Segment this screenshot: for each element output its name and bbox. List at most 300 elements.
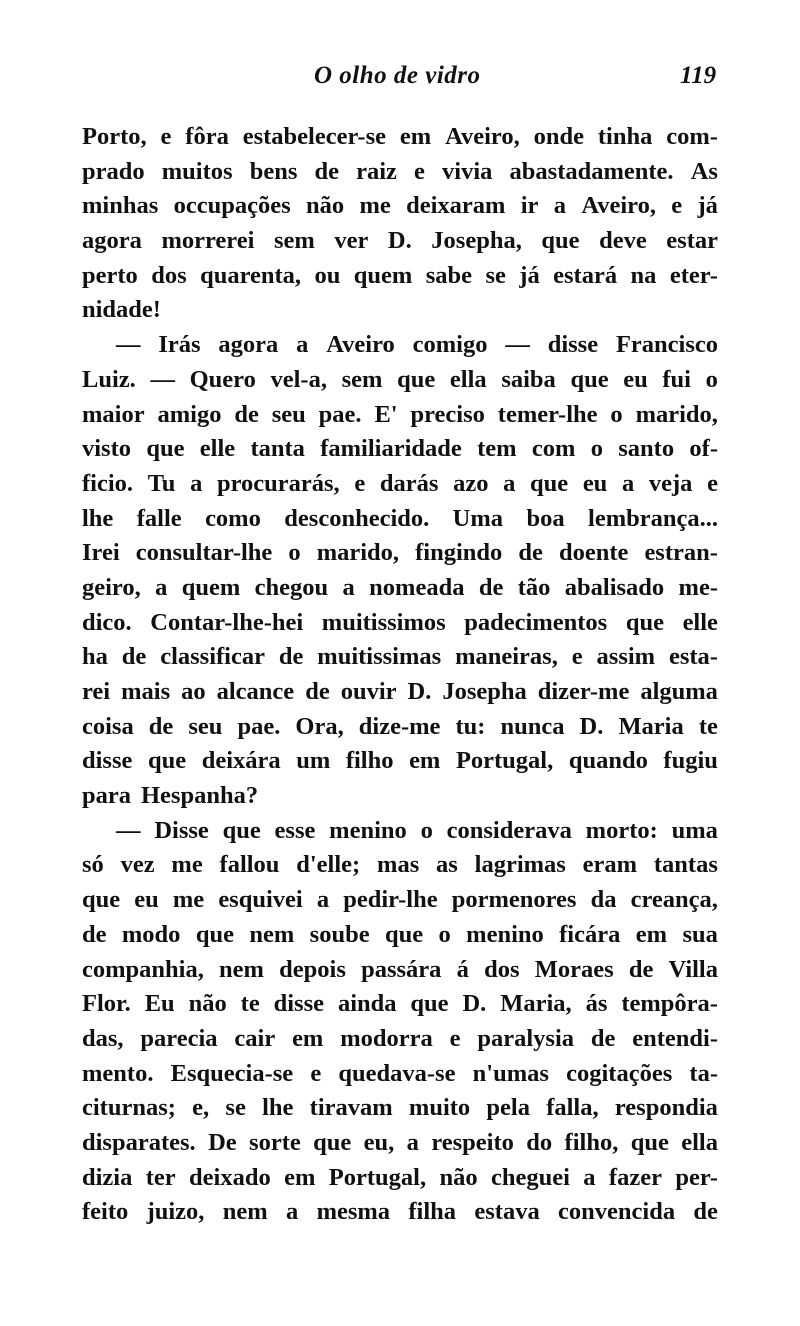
text-line (82, 1057, 718, 1092)
word: e (354, 469, 366, 497)
word: Francisco (615, 331, 718, 359)
word: tanta (250, 435, 305, 463)
word: tempôra- (621, 990, 718, 1018)
text-line (82, 814, 718, 849)
word: o (438, 920, 451, 948)
word: falle (136, 504, 182, 532)
text-line (82, 189, 718, 224)
word: ainda (337, 990, 397, 1018)
word: Luiz. (82, 365, 136, 393)
word: muitissimos (321, 608, 446, 636)
text-line (82, 398, 718, 433)
word: ir (520, 192, 539, 220)
word: amigo (157, 400, 222, 428)
word: D. (462, 990, 487, 1018)
word: nomeada (369, 573, 465, 601)
word: e (310, 1059, 322, 1087)
word: lembrança... (588, 504, 718, 532)
word: que (625, 608, 664, 636)
word: que (541, 227, 580, 255)
word: quando (568, 747, 648, 775)
word: maneiras, (455, 643, 558, 671)
word: creança, (630, 886, 718, 914)
word: não (305, 192, 345, 220)
word: abalisado (564, 573, 665, 601)
word: me- (678, 573, 718, 601)
word: ouvir (340, 678, 397, 705)
word: entendi- (632, 1024, 718, 1052)
word: modorra (340, 1024, 433, 1052)
word: em (409, 747, 441, 775)
word: esquivei (218, 886, 303, 914)
word: — (150, 365, 175, 393)
word: elle (199, 435, 236, 463)
word: mais (121, 678, 171, 705)
word: dizer-me (537, 678, 630, 705)
word: em (292, 1024, 324, 1052)
word: ella (681, 1128, 718, 1156)
word: filha (408, 1198, 457, 1226)
word: agora (218, 331, 279, 359)
word: quedava-se (338, 1059, 456, 1087)
word: fugiu (663, 747, 718, 775)
word: occupações (173, 192, 291, 220)
word: dos (484, 955, 520, 983)
word: Josepha (442, 678, 527, 705)
word: filho (345, 747, 394, 775)
word: que (410, 990, 449, 1018)
word: eram (582, 851, 638, 879)
word: — (116, 816, 141, 844)
word: tinha (597, 123, 653, 150)
word: quarenta, (200, 261, 302, 289)
word: a (296, 331, 309, 359)
word: lhe (82, 504, 114, 532)
word: D. (407, 678, 432, 705)
text-line (82, 883, 718, 918)
word: cogitações (566, 1059, 673, 1087)
text-line (82, 918, 718, 953)
text-line (82, 571, 718, 606)
word: bens (249, 157, 298, 185)
word: que (530, 469, 569, 497)
word: temer-lhe (497, 400, 598, 428)
word: a (406, 1128, 419, 1156)
word: não (439, 1163, 478, 1191)
word: pae. (237, 712, 281, 740)
word: tantas (653, 851, 718, 879)
word: estabelecer-se (242, 123, 386, 150)
word: feito (82, 1198, 129, 1226)
word: Aveiro (326, 331, 395, 359)
word: Tu (147, 469, 176, 497)
word: das, (82, 1024, 124, 1052)
word: falla, (546, 1094, 599, 1122)
word: na (630, 261, 657, 289)
word: eu (134, 886, 159, 914)
word: em (399, 123, 432, 150)
text-line (82, 640, 718, 675)
word: um (296, 747, 331, 775)
word: considerava (446, 816, 572, 844)
word: esta- (668, 643, 718, 671)
word: ter (145, 1163, 176, 1191)
word: desconhecido. (284, 504, 430, 532)
word: comigo (412, 331, 488, 359)
word: pela (486, 1094, 530, 1122)
word: n'umas (472, 1059, 549, 1087)
word: Uma (452, 504, 504, 532)
word: seu (188, 712, 223, 740)
word: a (342, 573, 355, 601)
word: que (630, 1128, 669, 1156)
word: a (190, 469, 203, 497)
text-line (82, 1195, 718, 1230)
word: ou (314, 261, 341, 289)
word: convencida (558, 1198, 676, 1226)
word: tiravam (309, 1094, 393, 1122)
word: de (278, 643, 304, 671)
word: a (553, 192, 566, 220)
word: de (82, 920, 107, 948)
word: geiro, (82, 573, 141, 601)
word: da (590, 886, 617, 914)
word: fôra (185, 123, 229, 150)
word: passára (361, 955, 442, 983)
word: e (449, 1024, 461, 1052)
word: De (208, 1128, 237, 1156)
word: darás (379, 469, 439, 497)
word: Maria, (500, 990, 572, 1018)
word: uma (671, 816, 718, 844)
text-line (82, 987, 718, 1022)
word: vivia (442, 157, 493, 185)
word: dizia (82, 1163, 133, 1191)
word: Josepha, (431, 227, 522, 255)
word: como (205, 504, 261, 532)
word: a (621, 469, 635, 497)
word: deixado (189, 1163, 271, 1191)
word: onde (533, 123, 584, 150)
word: Hespanha? (141, 782, 259, 810)
word: modo (121, 920, 181, 948)
text-line (82, 293, 718, 328)
word: o (590, 435, 603, 463)
word: esse (274, 816, 316, 844)
word: do (526, 1128, 553, 1156)
word: quem (353, 261, 413, 289)
word: visto (82, 435, 131, 463)
word: chegou (254, 573, 329, 601)
word: E' (374, 400, 398, 428)
running-title: O olho de vidro (314, 62, 481, 89)
word: a (503, 469, 516, 497)
word: minhas (82, 192, 159, 220)
word: de (693, 1198, 718, 1226)
word: sabe (425, 261, 473, 289)
text-line (82, 1022, 718, 1057)
word: só (82, 851, 104, 879)
word: Esquecia-se (170, 1059, 294, 1087)
word: Aveiro, (445, 123, 520, 150)
word: boa (526, 504, 565, 532)
word: fingindo (415, 539, 503, 567)
word: — (505, 331, 530, 359)
word: dos (151, 261, 187, 289)
word: estar (666, 227, 718, 255)
text-line (82, 120, 718, 155)
word: procurarás, (216, 469, 340, 497)
word: pedir-lhe (343, 886, 438, 914)
word: á (456, 955, 469, 983)
word: vez (120, 851, 155, 879)
text-line (82, 1161, 718, 1196)
word: companhia, (82, 955, 204, 983)
word: tão (517, 573, 551, 601)
word: o (420, 816, 433, 844)
word: Flor. (82, 990, 131, 1018)
word: quem (181, 573, 241, 601)
word: agora (82, 227, 142, 255)
text-line (82, 953, 718, 988)
word: pormenores (451, 886, 577, 914)
word: Irás (158, 331, 201, 359)
word: que (384, 920, 424, 948)
word: de (234, 400, 259, 428)
word: nem (219, 955, 264, 983)
word: parecia (140, 1024, 218, 1052)
word: ao (181, 678, 206, 705)
word: doente (558, 539, 629, 567)
word: nidade! (82, 296, 161, 324)
word: nunca (500, 712, 565, 740)
word: que (82, 886, 121, 914)
word: lhe (262, 1094, 294, 1122)
word: deixaram (406, 192, 506, 220)
word: que (570, 365, 609, 393)
word: mesma (316, 1198, 391, 1226)
word: cair (234, 1024, 276, 1052)
word: eu (623, 365, 648, 393)
word: rei (82, 678, 111, 705)
word: Portugal, (455, 747, 554, 775)
word: Eu (144, 990, 175, 1018)
word: juizo, (146, 1198, 205, 1226)
word: sem (341, 365, 383, 393)
word: perto (82, 261, 138, 289)
word: d'elle; (296, 851, 361, 879)
word: que (195, 920, 234, 948)
word: raiz (356, 157, 397, 185)
word: a (286, 1198, 299, 1226)
word: se (485, 261, 506, 289)
word: per- (675, 1163, 718, 1191)
word: Aveiro, (581, 192, 656, 220)
word: ficára (559, 920, 621, 948)
word: ficio. (82, 469, 134, 497)
word: de (478, 573, 504, 601)
text-line (82, 328, 718, 363)
word: de (590, 1024, 616, 1052)
word: o (288, 539, 301, 567)
word: eter- (669, 261, 718, 289)
word: me (172, 886, 205, 914)
word: mento. (82, 1059, 154, 1087)
word: sua (682, 920, 718, 948)
page-number: 119 (680, 62, 717, 89)
word: padecimentos (464, 608, 608, 636)
word: respeito (431, 1128, 514, 1156)
word: eu (582, 469, 608, 497)
word: já (519, 261, 540, 289)
word: de (121, 643, 147, 671)
text-line (82, 536, 718, 571)
word: familiaridade (320, 435, 462, 463)
word: morto: (585, 816, 658, 844)
word: ver (334, 227, 369, 255)
word: dico. (82, 608, 132, 636)
text-line (82, 502, 718, 537)
word: fallou (219, 851, 280, 879)
word: elle (682, 608, 718, 636)
word: marido, (635, 400, 718, 428)
word: a (316, 886, 330, 914)
word: citurnas; (82, 1094, 176, 1122)
word: de (518, 539, 543, 567)
word: tu: (455, 712, 486, 740)
word: Maria (618, 712, 684, 740)
word: nem (222, 1198, 268, 1226)
word: te (698, 712, 718, 740)
word: com- (666, 123, 718, 150)
word: Contar-lhe-hei (150, 608, 304, 636)
word: santo (618, 435, 675, 463)
word: que (222, 816, 261, 844)
word: preciso (410, 400, 485, 428)
word: abastadamente. (509, 157, 674, 185)
word: deve (599, 227, 647, 255)
word: veja (648, 469, 693, 497)
word: ha (82, 643, 108, 671)
word: Quero (189, 365, 256, 393)
word: pae. (318, 400, 362, 428)
word: estran- (644, 539, 718, 567)
word: lagrimas (474, 851, 566, 879)
word: para (82, 782, 131, 810)
text-line (82, 848, 718, 883)
body-text (82, 120, 718, 1230)
word: consultar-lhe (135, 539, 273, 567)
word: seu (271, 400, 306, 428)
word: mas (377, 851, 420, 879)
word: assim (596, 643, 656, 671)
word: me (171, 851, 203, 879)
word: me (359, 192, 391, 220)
word: em (284, 1163, 316, 1191)
word: e (707, 469, 718, 497)
word: fazer (608, 1163, 662, 1191)
word: depois (279, 955, 346, 983)
word: classificar (160, 643, 265, 671)
word: o (705, 365, 718, 393)
text-line (82, 606, 718, 641)
text-line (82, 1091, 718, 1126)
word: a (155, 573, 168, 601)
word: As (690, 157, 718, 185)
word: disse (273, 990, 325, 1018)
text-line (82, 155, 718, 190)
word: te (240, 990, 260, 1018)
text-line (82, 259, 718, 294)
word: em (635, 920, 668, 948)
word: estava (474, 1198, 540, 1226)
word: que (146, 435, 185, 463)
word: ás (585, 990, 608, 1018)
text-line (82, 467, 718, 502)
word: alcance (216, 678, 295, 705)
word: menino (329, 816, 407, 844)
text-line (82, 710, 718, 745)
word: cheguei (490, 1163, 570, 1191)
word: — (116, 331, 141, 359)
word: de (628, 955, 654, 983)
word: tem (477, 435, 517, 463)
word: coisa (82, 712, 134, 740)
word: menino (466, 920, 544, 948)
word: morrerei (161, 227, 255, 255)
word: azo (453, 469, 489, 497)
word: soube (309, 920, 370, 948)
word: que (397, 365, 436, 393)
word: muitos (161, 157, 233, 185)
word: Disse (154, 816, 209, 844)
text-line (82, 432, 718, 467)
word: com (531, 435, 576, 463)
word: dize-me (358, 712, 441, 740)
word: já (697, 192, 718, 220)
word: e (414, 157, 425, 185)
word: prado (82, 157, 145, 185)
word: e (160, 123, 172, 150)
word: maior (82, 400, 145, 428)
text-line (82, 779, 718, 814)
text-line (82, 363, 718, 398)
word: Moraes (534, 955, 614, 983)
word: alguma (640, 678, 718, 705)
word: Irei (82, 539, 120, 567)
word: e (571, 643, 583, 671)
word: disparates. (82, 1128, 196, 1156)
text-line (82, 675, 718, 710)
word: D. (579, 712, 604, 740)
word: deixára (201, 747, 281, 775)
word: Villa (668, 955, 718, 983)
text-line (82, 224, 718, 259)
word: as (436, 851, 458, 879)
word: disse (547, 331, 599, 359)
word: muitissimas (317, 643, 442, 671)
word: que (147, 747, 187, 775)
text-line (82, 1126, 718, 1161)
text-line (82, 744, 718, 779)
running-head (0, 62, 800, 94)
word: marido, (316, 539, 400, 567)
word: vel-a, (270, 365, 327, 393)
word: filho, (564, 1128, 619, 1156)
word: que (313, 1128, 352, 1156)
word: e (671, 192, 683, 220)
word: de (314, 157, 339, 185)
